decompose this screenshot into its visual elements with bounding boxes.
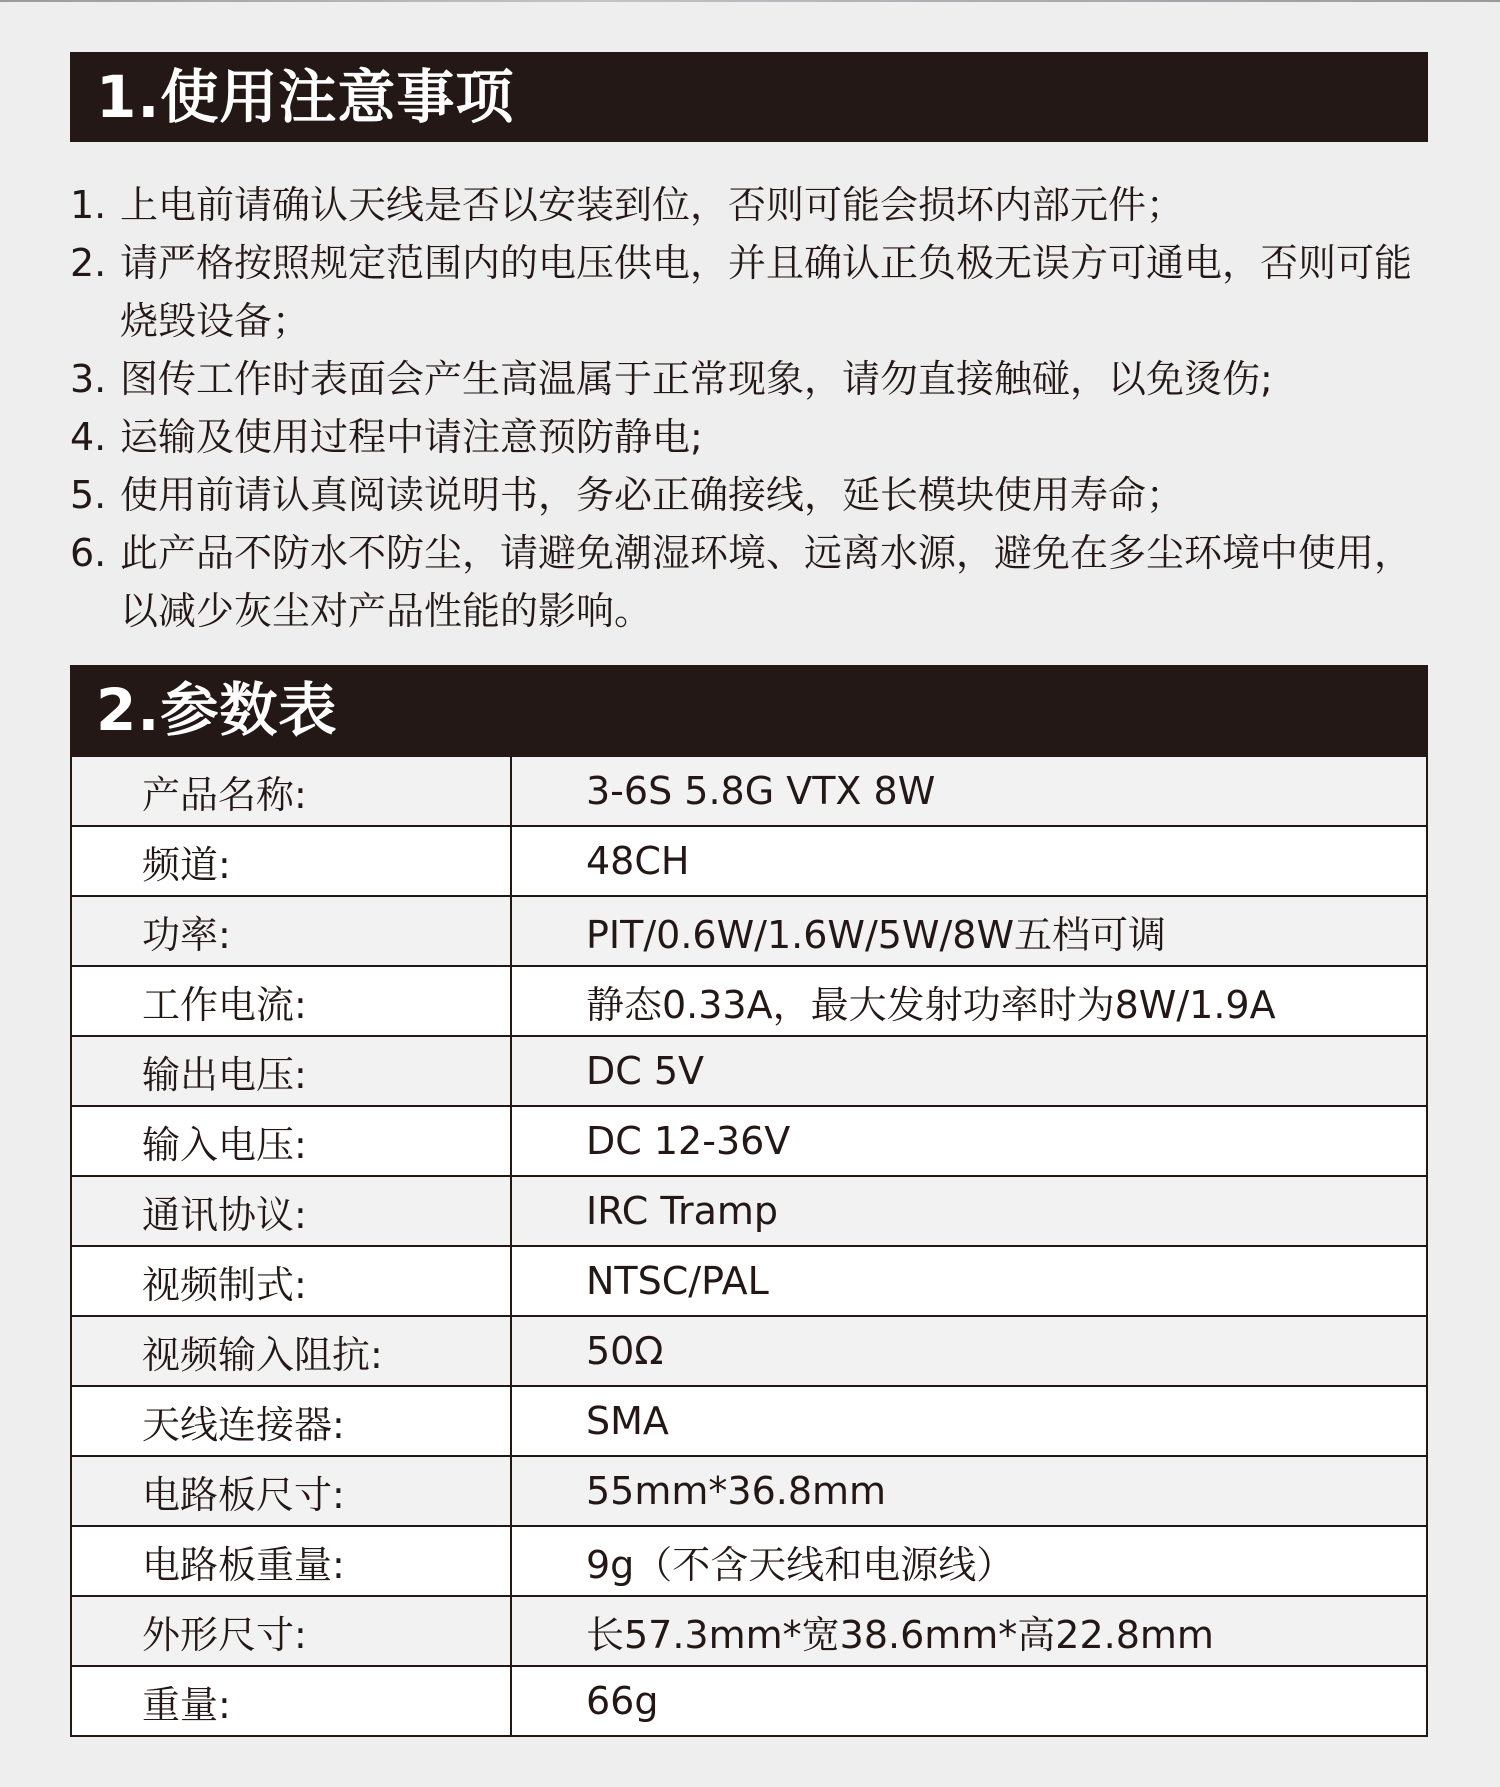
section-header-parameters: 2.参数表 <box>70 665 1428 755</box>
table-row <box>71 1386 1427 1456</box>
list-item <box>70 350 1430 408</box>
param-value: DC 5V <box>511 1036 1427 1106</box>
note-text: 图传工作时表面会产生高温属于正常现象，请勿直接触碰，以免烫伤; <box>120 357 1273 401</box>
param-label: 产品名称: <box>71 756 511 826</box>
table-row <box>71 1176 1427 1246</box>
param-label: 电路板重量: <box>71 1526 511 1596</box>
note-number: 5. <box>70 473 107 517</box>
param-label: 电路板尺寸: <box>71 1456 511 1526</box>
param-value: 长57.3mm*宽38.6mm*高22.8mm <box>511 1596 1427 1666</box>
top-divider <box>0 0 1500 2</box>
param-value: 48CH <box>511 826 1427 896</box>
list-item <box>70 408 1430 466</box>
param-value: 9g（不含天线和电源线） <box>511 1526 1427 1596</box>
table-row <box>71 1316 1427 1386</box>
table-row <box>71 1456 1427 1526</box>
table-row <box>71 1596 1427 1666</box>
param-label: 视频制式: <box>71 1246 511 1316</box>
table-row <box>71 1036 1427 1106</box>
list-item <box>70 524 1430 640</box>
table-row <box>71 1666 1427 1736</box>
list-item <box>70 234 1430 350</box>
param-value: PIT/0.6W/1.6W/5W/8W五档可调 <box>511 896 1427 966</box>
note-number: 3. <box>70 357 107 401</box>
param-value: 66g <box>511 1666 1427 1736</box>
table-row <box>71 896 1427 966</box>
note-text: 上电前请确认天线是否以安装到位，否则可能会损坏内部元件； <box>120 183 1185 227</box>
param-value: 静态0.33A，最大发射功率时为8W/1.9A <box>511 966 1427 1036</box>
list-item <box>70 466 1430 524</box>
table-row <box>71 1526 1427 1596</box>
param-label: 外形尺寸: <box>71 1596 511 1666</box>
param-label: 天线连接器: <box>71 1386 511 1456</box>
param-value: IRC Tramp <box>511 1176 1427 1246</box>
note-number: 2. <box>70 241 107 285</box>
section-header-usage-notes: 1.使用注意事项 <box>70 52 1428 142</box>
note-text: 请严格按照规定范围内的电压供电，并且确认正负极无误方可通电，否则可能烧毁设备； <box>120 241 1413 343</box>
list-item <box>70 176 1430 234</box>
param-label: 通讯协议: <box>71 1176 511 1246</box>
note-number: 4. <box>70 415 107 459</box>
param-label: 重量: <box>71 1666 511 1736</box>
param-label: 工作电流: <box>71 966 511 1036</box>
param-label: 输出电压: <box>71 1036 511 1106</box>
parameter-table <box>70 755 1428 1737</box>
table-row <box>71 756 1427 826</box>
usage-notes-list <box>70 176 1430 640</box>
note-text: 使用前请认真阅读说明书，务必正确接线，延长模块使用寿命； <box>120 473 1185 517</box>
param-label: 功率: <box>71 896 511 966</box>
note-number: 6. <box>70 531 107 575</box>
note-text: 运输及使用过程中请注意预防静电; <box>120 415 703 459</box>
table-row <box>71 1246 1427 1316</box>
table-row <box>71 1106 1427 1176</box>
table-row <box>71 966 1427 1036</box>
param-value: SMA <box>511 1386 1427 1456</box>
param-label: 输入电压: <box>71 1106 511 1176</box>
note-number: 1. <box>70 183 107 227</box>
param-value: DC 12-36V <box>511 1106 1427 1176</box>
param-value: 55mm*36.8mm <box>511 1456 1427 1526</box>
param-label: 视频输入阻抗: <box>71 1316 511 1386</box>
param-value: 3-6S 5.8G VTX 8W <box>511 756 1427 826</box>
param-value: NTSC/PAL <box>511 1246 1427 1316</box>
table-row <box>71 826 1427 896</box>
param-value: 50Ω <box>511 1316 1427 1386</box>
note-text: 此产品不防水不防尘，请避免潮湿环境、远离水源，避免在多尘环境中使用，以减少灰尘对产品性能的影响。 <box>120 531 1413 633</box>
param-label: 频道: <box>71 826 511 896</box>
